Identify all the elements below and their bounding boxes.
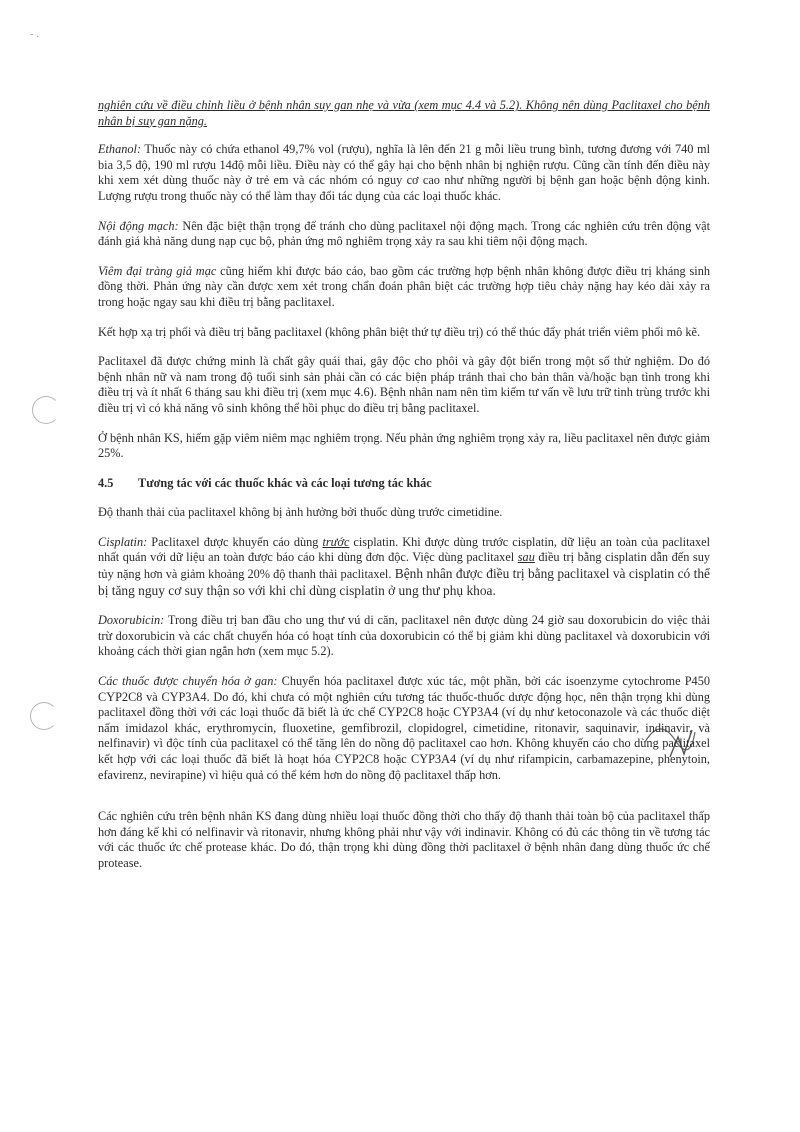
cimetidine-text: Độ thanh thải của paclitaxel không bị ảnh hưởng bởi thuốc dùng trước cimetidine. xyxy=(98,505,503,520)
section-number: 4.5 xyxy=(98,475,114,490)
paragraph-ethanol xyxy=(98,142,710,204)
intra-arterial-text: Nên đặc biệt thận trọng để tránh cho dùng paclitaxel nội động mạch. Trong các nghiên cứu trên động vật đánh giá khả năng dung nạp cục bộ, phản ứng mô nghiêm trọng xảy ra sau khi tiêm nội động mạch. xyxy=(98,218,710,249)
punch-hole-top xyxy=(32,396,60,424)
paragraph-cisplatin xyxy=(98,535,710,599)
paragraph-cimetidine xyxy=(98,505,710,521)
paragraph-doxorubicin xyxy=(98,613,710,660)
paragraph-radiotherapy xyxy=(98,325,710,341)
corner-mark: - . xyxy=(30,28,40,40)
cisplatin-after: sau xyxy=(517,550,535,565)
cisplatin-text-d: Bệnh nhân được điều trị bằng paclitaxel và cisplatin có thể bị tăng nguy cơ suy thận so với khi chỉ dùng cisplatin ở ung thư phụ khoa. xyxy=(98,566,710,598)
term-intra-arterial: Nội động mạch: xyxy=(98,218,179,233)
paragraph-protease xyxy=(98,809,710,871)
colitis-text: cũng hiếm khi được báo cáo, bao gồm các trường hợp bệnh nhân không được điều trị kháng sinh đồng thời. Phản ứng này cần được xem xét trong chẩn đoán phân biệt các trường hợp tiêu chảy nặng hay kéo dài xảy ra trong hoặc ngay sau khi điều trị bằng paclitaxel. xyxy=(98,263,710,309)
paragraph-hepatic-note xyxy=(98,98,710,129)
protease-text: Các nghiên cứu trên bệnh nhân KS đang dùng nhiều loại thuốc đồng thời cho thấy độ thanh thải toàn bộ của paclitaxel thấp hơn đáng kể khi có nelfinavir và ritonavir, nhưng không phải như vậy với indinavir. Không có đủ các thông tin về tương tác với các thuốc ức chế protease khác. Do đó, thận trọng khi dùng đồng thời paclitaxel ở bệnh nhân đang dùng thuốc ức chế protease. xyxy=(98,809,710,870)
mucositis-text: Ở bệnh nhân KS, hiếm gặp viêm niêm mạc nghiêm trọng. Nếu phản ứng nghiêm trọng xảy ra, liều paclitaxel nên được giảm 25%. xyxy=(98,430,710,461)
doxorubicin-text: Trong điều trị ban đầu cho ung thư vú di căn, paclitaxel nên được dùng 24 giờ sau doxorubicin do việc thải trừ doxorubicin và các chất chuyển hóa có hoạt tính của doxorubicin có thể bị giảm khi dùng paclitaxel và doxorubicin với khoảng cách thời gian ngắn hơn (xem mục 5.2). xyxy=(98,613,710,659)
hepatic-metabolism-text: Chuyển hóa paclitaxel được xúc tác, một phần, bởi các isoenzyme cytochrome P450 CYP2C8 và CYP3A4. Do đó, khi chưa có một nghiên cứu tương tác thuốc-thuốc dược động học, nên thận trọng khi dùng paclitaxel đồng thời với các loại thuốc đã biết là ức chế CYP2C8 hoặc CYP3A4 (ví dụ như ketoconazole và các thuốc diệt nấm imidazol khác, erythromycin, fluoxetine, gemfibrozil, clopidogrel, cimetidine, ritonavir, saquinavir, indinavir, và nelfinavir) vì độc tính của paclitaxel có thể tăng lên do nồng độ paclitaxel cao hơn. Không khuyến cáo cho dùng paclitaxel kết hợp với các loại thuốc đã biết là hoạt hóa CYP2C8 hoặc CYP3A4 (ví dụ như rifampicin, carbamazepine, phenytoin, efavirenz, nevirapine) vì hiệu quả có thể kém hơn do nồng độ paclitaxel thấp hơn. xyxy=(98,674,710,782)
term-cisplatin: Cisplatin: xyxy=(98,534,148,549)
cisplatin-text-a: Paclitaxel được khuyến cáo dùng xyxy=(147,534,323,549)
section-heading xyxy=(98,476,710,492)
section-title: Tương tác với các thuốc khác và các loại tương tác khác xyxy=(138,475,432,490)
paragraph-teratogenic xyxy=(98,354,710,416)
paragraph-colitis xyxy=(98,264,710,311)
paragraph-intra-arterial xyxy=(98,219,710,250)
paragraph-mucositis xyxy=(98,431,710,462)
teratogenic-text: Paclitaxel đã được chứng minh là chất gây quái thai, gây độc cho phôi và gây đột biến trong một số thử nghiệm. Do đó bệnh nhân nữ và nam trong độ tuổi sinh sản phải cần có các biện pháp tránh thai cho bản thân và/hoặc bạn tình trong khi điều trị và ít nhất 6 tháng sau khi điều trị (xem mục 4.6). Bệnh nhân nam nên tìm kiếm tư vấn về lưu trữ tinh trùng trước khi điều trị vì có khả năng vô sinh không thể hồi phục do điều trị bằng paclitaxel. xyxy=(98,354,710,415)
term-colitis: Viêm đại tràng giả mạc xyxy=(98,263,217,278)
cisplatin-before: trước xyxy=(322,534,350,549)
ethanol-text: Thuốc này có chứa ethanol 49,7% vol (rượu), nghĩa là lên đến 21 g mỗi liều trung bình, tương đương với 740 ml bia 3,5 độ, 190 ml rượu 14độ mỗi liều. Điều này có thể gây hại cho bệnh nhân bị nghiện rượu. Cũng cần tính đến điều này khi xem xét dùng thuốc này ở trẻ em và các nhóm có nguy cơ cao như những người bị bệnh gan hoặc bệnh động kinh. Lượng rượu trong thuốc này có thể làm thay đổi tác dụng của các loại thuốc khác. xyxy=(98,142,710,203)
term-doxorubicin: Doxorubicin: xyxy=(98,613,165,628)
punch-hole-bottom xyxy=(30,702,58,730)
cisplatin-text-b: cisplatin. Khi được dùng trước cisplatin, dữ liệu an toàn của paclitaxel nhất quán với dữ liệu an toàn được báo cáo khi dùng đơn độc. Việc dùng paclitaxel xyxy=(98,534,710,565)
paragraph-hepatic-metabolism xyxy=(98,674,710,783)
cisplatin-text-c: điều trị bằng cisplatin dẫn đến suy tủy nặng hơn và giảm khoảng 20% độ thanh thải paclitaxel. xyxy=(98,550,710,582)
hepatic-note-text: nghiên cứu về điều chỉnh liều ở bệnh nhân suy gan nhẹ và vừa (xem mục 4.4 và 5.2). Không nên dùng Paclitaxel cho bệnh nhân bị suy gan nặng. xyxy=(98,98,710,128)
radiotherapy-text: Kết hợp xạ trị phổi và điều trị bằng paclitaxel (không phân biệt thứ tự điều trị) có thể thúc đẩy phát triển viêm phổi mô kẽ. xyxy=(98,324,701,339)
document-body xyxy=(98,98,710,886)
term-hepatic-metabolism: Các thuốc được chuyển hóa ở gan: xyxy=(98,674,278,689)
term-ethanol: Ethanol: xyxy=(98,142,142,157)
